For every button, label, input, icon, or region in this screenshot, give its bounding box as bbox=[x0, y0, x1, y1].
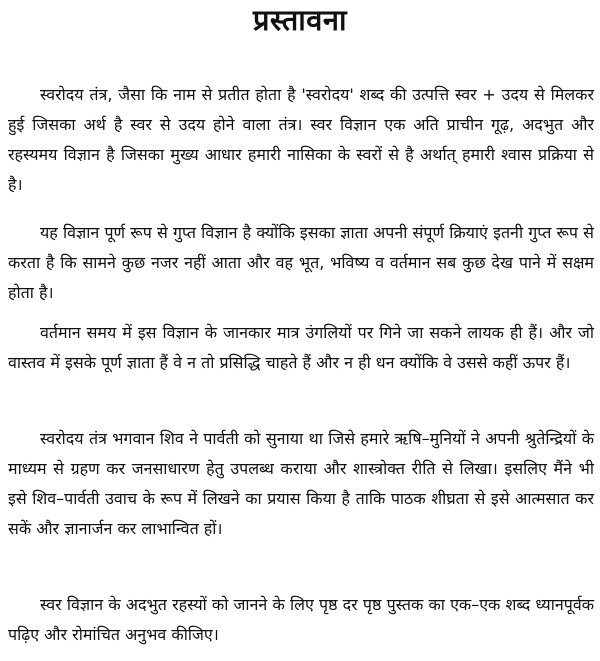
paragraph-4: स्वरोदय तंत्र भगवान शिव ने पार्वती को सुनाया था जिसे हमारे ऋषि–मुनियों ने अपनी श्रुतेन्द्रियों के माध्यम से ग्रहण कर जनसाधारण हेतु उपलब्ध कराया और शास्त्रोक्त रीति से लिखा। इसलिए मैंने भी इसे शिव–पार्वती उवाच के रूप में लिखने का प्रयास किया है ताकि पाठक शीघ्रता से इसे आत्मसात कर सकें और ज्ञानार्जन कर लाभान्वित हों। bbox=[8, 429, 594, 538]
paragraph-3: वर्तमान समय में इस विज्ञान के जानकार मात्र उंगलियों पर गिने जा सकने लायक ही हैं। और जो वास्तव में इसके पूर्ण ज्ञाता हैं वे न तो प्रसिद्धि चाहते हैं और न ही धन क्योंकि वे उससे कहीं ऊपर हैं। bbox=[8, 323, 594, 372]
paragraph-2: यह विज्ञान पूर्ण रूप से गुप्त विज्ञान है क्योंकि इसका ज्ञाता अपनी संपूर्ण क्रियाएं इतनी गुप्त रूप से करता है कि सामने कुछ नजर नहीं आता और वह भूत, भविष्य व वर्तमान सब कुछ देख पाने में सक्षम होता है। bbox=[8, 223, 594, 302]
paragraph-1: स्वरोदय तंत्र, जैसा कि नाम से प्रतीत होता है 'स्वरोदय' शब्द की उत्पत्ति स्वर + उदय से मिलकर हुई जिसका अर्थ है स्वर से उदय होने वाला तंत्र। स्वर विज्ञान एक अति प्राचीन गूढ़, अदभुत और रहस्यमय विज्ञान है जिसका मुख्य आधार हमारी नासिका के स्वरों से है अर्थात् हमारी श्वास प्रक्रिया से है। bbox=[8, 85, 594, 194]
page-title: प्रस्तावना bbox=[252, 3, 348, 37]
paragraph-5: स्वर विज्ञान के अदभुत रहस्यों को जानने के लिए पृष्ठ दर पृष्ठ पुस्तक का एक–एक शब्द ध्यानपूर्वक पढ़िए और रोमांचित अनुभव कीजिए। bbox=[8, 595, 594, 644]
